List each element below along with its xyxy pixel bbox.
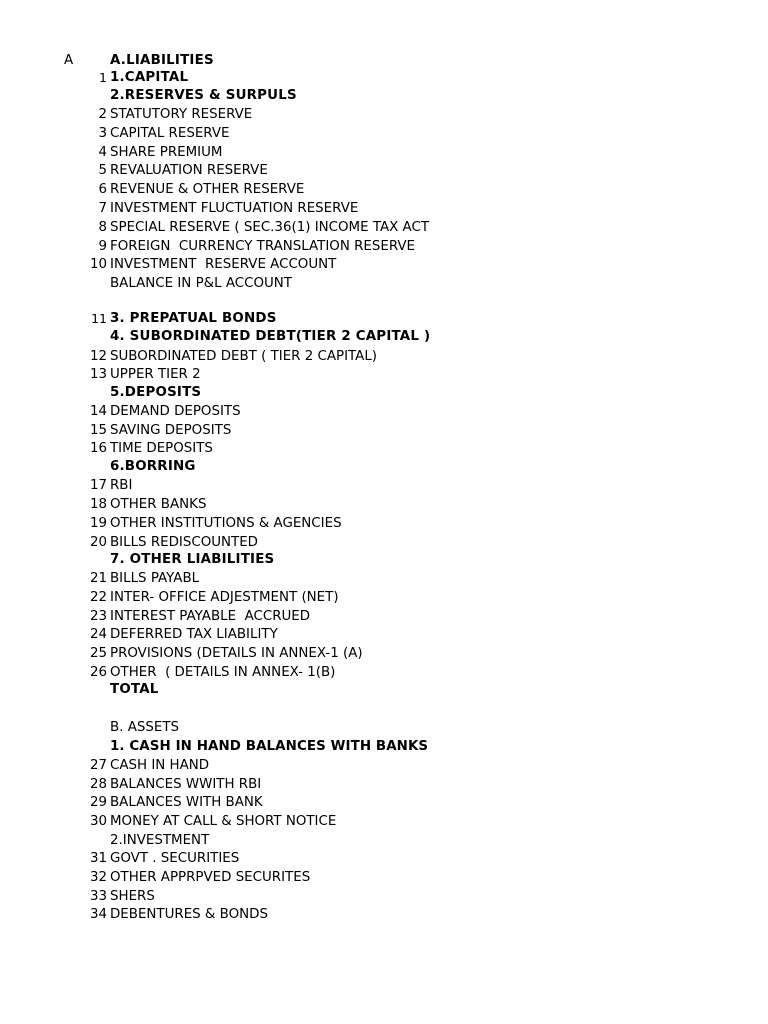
list-item	[0, 477, 768, 495]
row-number: 27	[89, 758, 107, 773]
row-number: 23	[89, 609, 107, 624]
row-label: DEBENTURES & BONDS	[110, 907, 268, 922]
list-item	[0, 384, 768, 402]
row-number: 4	[98, 145, 107, 160]
row-number: 30	[89, 814, 107, 829]
row-label: TOTAL	[110, 682, 159, 697]
row-number: 21	[89, 571, 107, 586]
row-label: REVALUATION RESERVE	[110, 163, 268, 178]
row-number: 15	[89, 423, 107, 438]
row-label: 5.DEPOSITS	[110, 385, 202, 400]
row-label: FOREIGN CURRENCY TRANSLATION RESERVE	[110, 239, 416, 254]
row-label: UPPER TIER 2	[110, 367, 201, 382]
list-item	[0, 645, 768, 663]
list-item	[0, 832, 768, 850]
row-number: 9	[98, 239, 107, 254]
row-label: MONEY AT CALL & SHORT NOTICE	[110, 814, 337, 829]
row-number: 28	[89, 777, 107, 792]
list-item	[0, 608, 768, 626]
list-item	[0, 328, 768, 346]
row-number: 29	[89, 795, 107, 810]
list-item	[0, 125, 768, 143]
row-label: DEMAND DEPOSITS	[110, 404, 241, 419]
row-label: BALANCES WWITH RBI	[110, 777, 262, 792]
row-number: 25	[89, 646, 107, 661]
row-label: STATUTORY RESERVE	[110, 107, 253, 122]
row-number: 10	[89, 257, 107, 272]
list-item	[0, 551, 768, 569]
row-number: 33	[89, 889, 107, 904]
list-item	[0, 869, 768, 887]
row-label: SUBORDINATED DEBT ( TIER 2 CAPITAL)	[110, 349, 378, 364]
list-item	[0, 496, 768, 514]
row-label: INVESTMENT FLUCTUATION RESERVE	[110, 201, 359, 216]
row-label: B. ASSETS	[110, 720, 179, 735]
list-item	[0, 534, 768, 552]
list-item	[0, 440, 768, 458]
list-item	[0, 366, 768, 384]
row-number: 13	[89, 367, 107, 382]
list-item	[0, 69, 768, 87]
row-number: 32	[89, 870, 107, 885]
row-label: GOVT . SECURITIES	[110, 851, 240, 866]
list-item	[0, 310, 768, 328]
row-label: SHERS	[110, 889, 155, 904]
list-item	[0, 794, 768, 812]
row-number: 6	[98, 182, 107, 197]
row-number: 31	[89, 851, 107, 866]
list-item	[0, 850, 768, 868]
list-item	[0, 757, 768, 775]
list-item	[0, 256, 768, 274]
row-label: SHARE PREMIUM	[110, 145, 223, 160]
row-number: 20	[89, 535, 107, 550]
row-number: 14	[89, 404, 107, 419]
row-number: 8	[98, 220, 107, 235]
list-item	[0, 144, 768, 162]
list-item	[0, 52, 768, 70]
list-item	[0, 515, 768, 533]
row-label: OTHER BANKS	[110, 497, 207, 512]
list-item	[0, 570, 768, 588]
list-item	[0, 422, 768, 440]
row-label: 1.CAPITAL	[110, 70, 189, 85]
row-number: 24	[89, 627, 107, 642]
row-label: 1. CASH IN HAND BALANCES WITH BANKS	[110, 739, 429, 754]
list-item	[0, 719, 768, 737]
list-item	[0, 888, 768, 906]
list-item	[0, 238, 768, 256]
row-number: 22	[89, 590, 107, 605]
row-label: CAPITAL RESERVE	[110, 126, 230, 141]
row-label: BILLS REDISCOUNTED	[110, 535, 258, 550]
row-number: 19	[89, 516, 107, 531]
row-label: BILLS PAYABL	[110, 571, 200, 586]
list-item	[0, 219, 768, 237]
row-label: INTEREST PAYABLE ACCRUED	[110, 609, 311, 624]
row-label: A.LIABILITIES	[110, 53, 214, 68]
list-item	[0, 776, 768, 794]
row-number: 3	[98, 126, 107, 141]
list-item	[0, 626, 768, 644]
list-item	[0, 664, 768, 682]
row-number: 17	[89, 478, 107, 493]
row-number: 26	[89, 665, 107, 680]
list-item	[0, 181, 768, 199]
row-number: 11	[91, 311, 107, 326]
row-label: REVENUE & OTHER RESERVE	[110, 182, 305, 197]
row-number: 16	[89, 441, 107, 456]
row-number: 18	[89, 497, 107, 512]
row-label: 2.RESERVES & SURPULS	[110, 88, 297, 103]
row-label: BALANCE IN P&L ACCOUNT	[110, 276, 292, 291]
row-label: 3. PREPATUAL BONDS	[110, 311, 277, 326]
row-label: 4. SUBORDINATED DEBT(TIER 2 CAPITAL )	[110, 329, 431, 344]
row-label: DEFERRED TAX LIABILITY	[110, 627, 278, 642]
row-label: PROVISIONS (DETAILS IN ANNEX-1 (A)	[110, 646, 363, 661]
row-label: OTHER APPRPVED SECURITES	[110, 870, 311, 885]
list-item	[0, 106, 768, 124]
row-label: INTER- OFFICE ADJESTMENT (NET)	[110, 590, 339, 605]
row-number: 5	[98, 163, 107, 178]
list-item	[0, 906, 768, 924]
row-label: 7. OTHER LIABILITIES	[110, 552, 275, 567]
row-number: 12	[89, 349, 107, 364]
row-label: OTHER ( DETAILS IN ANNEX- 1(B)	[110, 665, 336, 680]
row-label: BALANCES WITH BANK	[110, 795, 263, 810]
list-item	[0, 681, 768, 699]
row-label: SAVING DEPOSITS	[110, 423, 232, 438]
list-item	[0, 348, 768, 366]
row-label: 6.BORRING	[110, 459, 196, 474]
row-label: SPECIAL RESERVE ( SEC.36(1) INCOME TAX ACT	[110, 220, 430, 235]
list-item	[0, 813, 768, 831]
list-item	[0, 87, 768, 105]
list-item	[0, 275, 768, 293]
row-number: 1	[99, 70, 107, 85]
list-item	[0, 162, 768, 180]
row-number: 34	[89, 907, 107, 922]
row-label: OTHER INSTITUTIONS & AGENCIES	[110, 516, 342, 531]
row-label: 2.INVESTMENT	[110, 833, 210, 848]
row-label: CASH IN HAND	[110, 758, 210, 773]
row-number: 7	[98, 201, 107, 216]
row-label: INVESTMENT RESERVE ACCOUNT	[110, 257, 337, 272]
row-label: RBI	[110, 478, 133, 493]
list-item	[0, 403, 768, 421]
row-number: 2	[98, 107, 107, 122]
list-item	[0, 458, 768, 476]
list-item	[0, 200, 768, 218]
list-item	[0, 589, 768, 607]
column-a-label: A	[64, 53, 74, 68]
row-label: TIME DEPOSITS	[110, 441, 213, 456]
list-item	[0, 738, 768, 756]
